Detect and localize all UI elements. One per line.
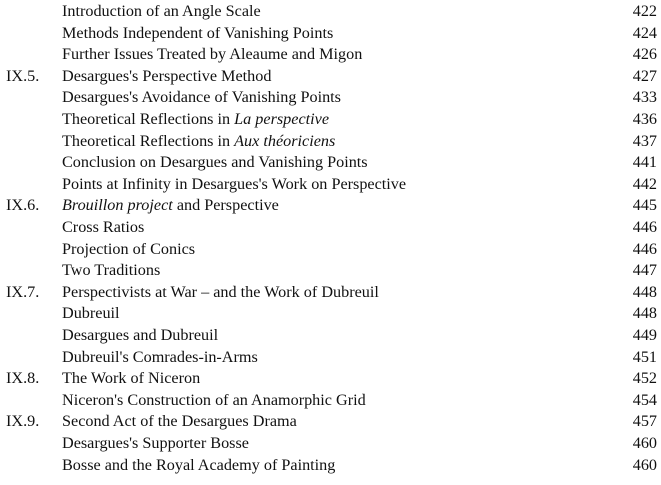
toc-entry bbox=[0, 302, 661, 324]
title-part: Bosse and the Royal Academy of Painting bbox=[62, 455, 336, 474]
section-title bbox=[62, 346, 258, 368]
page-number: 437 bbox=[632, 131, 657, 150]
title-part: The Work of Niceron bbox=[62, 369, 201, 388]
section-title bbox=[62, 432, 249, 454]
title-part: Desargues's Perspective Method bbox=[62, 66, 272, 85]
section-title bbox=[62, 281, 379, 303]
section-number: IX.8. bbox=[6, 369, 40, 388]
page-number: 446 bbox=[632, 239, 657, 258]
toc-entry bbox=[0, 324, 661, 346]
title-part: Desargues's Supporter Bosse bbox=[62, 434, 249, 452]
page-number: 436 bbox=[632, 110, 657, 128]
toc-entry bbox=[0, 22, 661, 44]
toc-entry bbox=[0, 238, 661, 260]
page-number: 422 bbox=[632, 2, 657, 20]
toc-entry bbox=[0, 130, 661, 152]
title-part: Further Issues Treated by Aleaume and Migon bbox=[62, 45, 363, 64]
section-title bbox=[62, 108, 329, 130]
title-part: Niceron's Construction of an Anamorphic Grid bbox=[62, 390, 366, 409]
title-part: Dubreuil's Comrades-in-Arms bbox=[62, 347, 258, 366]
section-number: IX.6. bbox=[6, 196, 40, 215]
italic-title-part: Brouillon project bbox=[62, 196, 173, 215]
section-title bbox=[62, 302, 120, 324]
section-title bbox=[62, 454, 335, 476]
title-part: and Perspective bbox=[172, 196, 279, 215]
title-part: Desargues and Dubreuil bbox=[62, 326, 219, 344]
section-title bbox=[62, 173, 406, 195]
title-part: Theoretical Reflections in bbox=[62, 110, 235, 128]
page-number: 433 bbox=[632, 88, 657, 107]
toc-entry bbox=[0, 410, 661, 432]
toc-entry bbox=[0, 151, 661, 173]
toc-entry bbox=[0, 173, 661, 195]
page-number: 451 bbox=[632, 347, 657, 366]
page-number: 454 bbox=[632, 390, 657, 409]
page-number: 447 bbox=[632, 261, 657, 280]
title-part: Dubreuil bbox=[62, 304, 120, 323]
toc-entry bbox=[0, 346, 661, 368]
section-title bbox=[62, 259, 160, 281]
section-title bbox=[62, 324, 218, 346]
title-part: Introduction of an Angle Scale bbox=[62, 2, 261, 20]
section-title bbox=[62, 0, 261, 22]
page-number: 449 bbox=[632, 326, 657, 344]
toc-entry bbox=[0, 194, 661, 216]
section-number: IX.5. bbox=[6, 66, 40, 85]
section-title bbox=[62, 22, 333, 44]
section-title bbox=[62, 367, 200, 389]
section-title bbox=[62, 194, 279, 216]
title-part: Points at Infinity in Desargues's Work on Perspective bbox=[62, 174, 407, 193]
page-number: 427 bbox=[632, 66, 657, 85]
toc-entry bbox=[0, 86, 661, 108]
toc-entry bbox=[0, 454, 661, 476]
italic-title-part: Aux théoriciens bbox=[234, 131, 336, 150]
page-number: 441 bbox=[632, 153, 657, 172]
section-title bbox=[62, 389, 366, 411]
title-part: Projection of Conics bbox=[62, 239, 196, 258]
page-number: 460 bbox=[632, 455, 657, 474]
title-part: Theoretical Reflections in bbox=[62, 131, 235, 150]
page-number: 448 bbox=[632, 282, 657, 301]
title-part: Methods Independent of Vanishing Points bbox=[62, 23, 334, 42]
toc-entry bbox=[0, 389, 661, 411]
page-number: 445 bbox=[632, 196, 657, 215]
page-number: 446 bbox=[632, 218, 657, 236]
page-number: 424 bbox=[632, 23, 657, 42]
toc-entry bbox=[0, 432, 661, 454]
section-number: IX.7. bbox=[6, 282, 40, 301]
page-number: 426 bbox=[632, 45, 657, 64]
page-number: 452 bbox=[632, 369, 657, 388]
toc-entry bbox=[0, 43, 661, 65]
section-title bbox=[62, 151, 368, 173]
page-number: 448 bbox=[632, 304, 657, 323]
page-number: 460 bbox=[632, 434, 657, 452]
section-number: IX.9. bbox=[6, 412, 40, 431]
section-title bbox=[62, 65, 271, 87]
section-title bbox=[62, 43, 362, 65]
title-part: Cross Ratios bbox=[62, 218, 145, 236]
section-title bbox=[62, 238, 195, 260]
section-title bbox=[62, 130, 335, 152]
toc-entry bbox=[0, 281, 661, 303]
section-title bbox=[62, 216, 144, 238]
toc-entry bbox=[0, 216, 661, 238]
toc-entry bbox=[0, 259, 661, 281]
toc-entry bbox=[0, 0, 661, 22]
toc-entry bbox=[0, 108, 661, 130]
italic-title-part: La perspective bbox=[234, 110, 330, 128]
title-part: Perspectivists at War – and the Work of Dubreuil bbox=[62, 282, 379, 301]
title-part: Second Act of the Desargues Drama bbox=[62, 412, 297, 431]
title-part: Desargues's Avoidance of Vanishing Points bbox=[62, 88, 341, 107]
page-number: 457 bbox=[632, 412, 657, 431]
title-part: Conclusion on Desargues and Vanishing Points bbox=[62, 153, 368, 172]
page-number: 442 bbox=[632, 174, 657, 193]
toc-entry bbox=[0, 367, 661, 389]
section-title bbox=[62, 86, 341, 108]
title-part: Two Traditions bbox=[62, 261, 161, 280]
section-title bbox=[62, 410, 297, 432]
toc-entry bbox=[0, 65, 661, 87]
